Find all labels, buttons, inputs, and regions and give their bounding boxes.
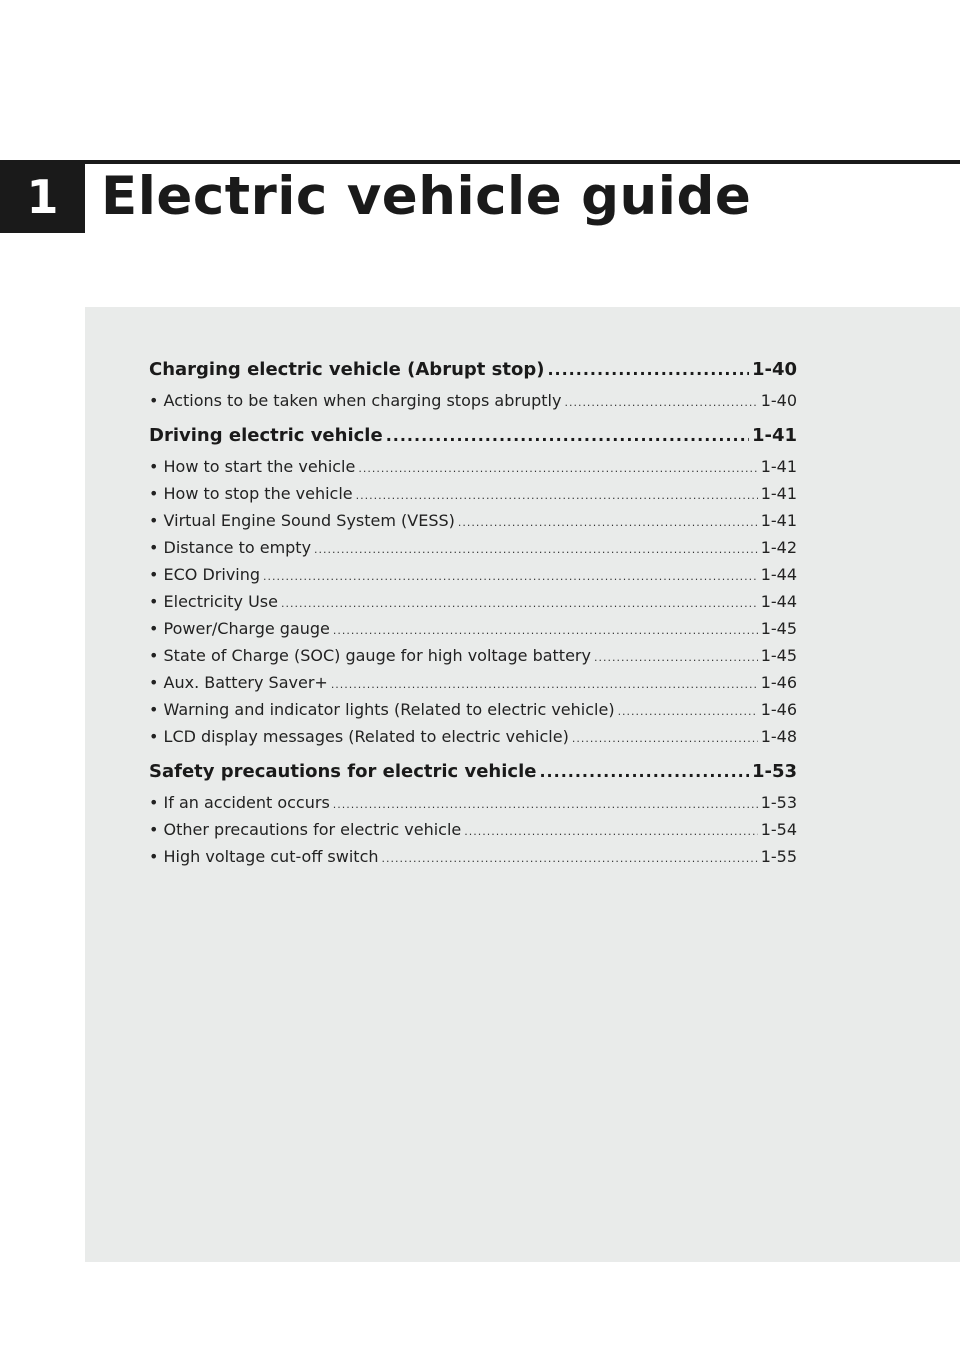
toc-entry-label: • How to start the vehicle xyxy=(149,457,356,476)
toc-item[interactable] xyxy=(149,589,797,616)
toc-entry-label: • High voltage cut-off switch xyxy=(149,847,379,866)
toc-page-number: 1-44 xyxy=(760,592,797,611)
toc-entry-label: • Distance to empty xyxy=(149,538,312,557)
toc-page-number: 1-41 xyxy=(760,511,797,530)
toc-entry-label: • Virtual Engine Sound System (VESS) xyxy=(149,511,455,530)
toc-page-number: 1-41 xyxy=(760,457,797,476)
toc-dot-leader xyxy=(333,618,758,643)
toc-page-number: 1-41 xyxy=(751,425,797,446)
toc-dot-leader xyxy=(458,510,758,535)
toc-page-number: 1-54 xyxy=(760,820,797,839)
toc-page-number: 1-44 xyxy=(760,565,797,584)
toc-entry-label: • How to stop the vehicle xyxy=(149,484,353,503)
toc-item[interactable] xyxy=(149,562,797,589)
toc-entry-label: • Electricity Use xyxy=(149,592,278,611)
toc-item[interactable] xyxy=(149,535,797,562)
toc-dot-leader xyxy=(263,564,758,589)
toc-section-heading[interactable] xyxy=(149,355,797,385)
toc-item[interactable] xyxy=(149,508,797,535)
toc-dot-leader xyxy=(356,483,758,508)
toc-dot-leader xyxy=(358,456,757,481)
toc-item[interactable] xyxy=(149,697,797,724)
toc-page-number: 1-46 xyxy=(760,700,797,719)
toc-item[interactable] xyxy=(149,454,797,481)
toc-item[interactable] xyxy=(149,643,797,670)
toc-item[interactable] xyxy=(149,388,797,415)
toc-entry-label: • ECO Driving xyxy=(149,565,261,584)
toc-item[interactable] xyxy=(149,481,797,508)
toc-dot-leader xyxy=(382,846,758,871)
toc-page-number: 1-42 xyxy=(760,538,797,557)
toc-page-number: 1-48 xyxy=(760,727,797,746)
toc-item[interactable] xyxy=(149,844,797,871)
toc-dot-leader xyxy=(386,421,749,451)
toc-list xyxy=(149,355,797,871)
toc-entry-label: • Aux. Battery Saver+ xyxy=(149,673,328,692)
toc-entry-label: • Power/Charge gauge xyxy=(149,619,330,638)
toc-entry-label: • If an accident occurs xyxy=(149,793,330,812)
chapter-number: 1 xyxy=(0,160,85,233)
toc-page-number: 1-45 xyxy=(760,646,797,665)
toc-entry-label: • Warning and indicator lights (Related to electric vehicle) xyxy=(149,700,615,719)
toc-page-number: 1-46 xyxy=(760,673,797,692)
toc-entry-label: • State of Charge (SOC) gauge for high voltage battery xyxy=(149,646,591,665)
toc-entry-label: • Actions to be taken when charging stops abruptly xyxy=(149,391,562,410)
toc-entry-label: Driving electric vehicle xyxy=(149,425,383,446)
toc-dot-leader xyxy=(547,355,749,385)
toc-section-heading[interactable] xyxy=(149,757,797,787)
toc-page-number: 1-45 xyxy=(760,619,797,638)
toc-item[interactable] xyxy=(149,670,797,697)
toc-dot-leader xyxy=(333,792,758,817)
toc-entry-label: • LCD display messages (Related to electric vehicle) xyxy=(149,727,569,746)
toc-page-number: 1-41 xyxy=(760,484,797,503)
toc-dot-leader xyxy=(314,537,758,562)
toc-dot-leader xyxy=(281,591,758,616)
toc-entry-label: Charging electric vehicle (Abrupt stop) xyxy=(149,359,545,380)
toc-dot-leader xyxy=(564,390,757,415)
toc-item[interactable] xyxy=(149,724,797,751)
toc-dot-leader xyxy=(331,672,758,697)
toc-dot-leader xyxy=(594,645,758,670)
toc-panel xyxy=(85,307,960,1262)
toc-page-number: 1-55 xyxy=(760,847,797,866)
toc-dot-leader xyxy=(618,699,758,724)
toc-item[interactable] xyxy=(149,817,797,844)
toc-dot-leader xyxy=(464,819,757,844)
chapter-title: Electric vehicle guide xyxy=(101,166,752,227)
toc-page-number: 1-53 xyxy=(760,793,797,812)
toc-page-number: 1-40 xyxy=(760,391,797,410)
toc-section-heading[interactable] xyxy=(149,421,797,451)
toc-page-number: 1-40 xyxy=(751,359,797,380)
toc-page-number: 1-53 xyxy=(751,761,797,782)
toc-entry-label: • Other precautions for electric vehicle xyxy=(149,820,462,839)
toc-entry-label: Safety precautions for electric vehicle xyxy=(149,761,537,782)
toc-dot-leader xyxy=(572,726,758,751)
toc-item[interactable] xyxy=(149,616,797,643)
toc-dot-leader xyxy=(539,757,749,787)
toc-item[interactable] xyxy=(149,790,797,817)
